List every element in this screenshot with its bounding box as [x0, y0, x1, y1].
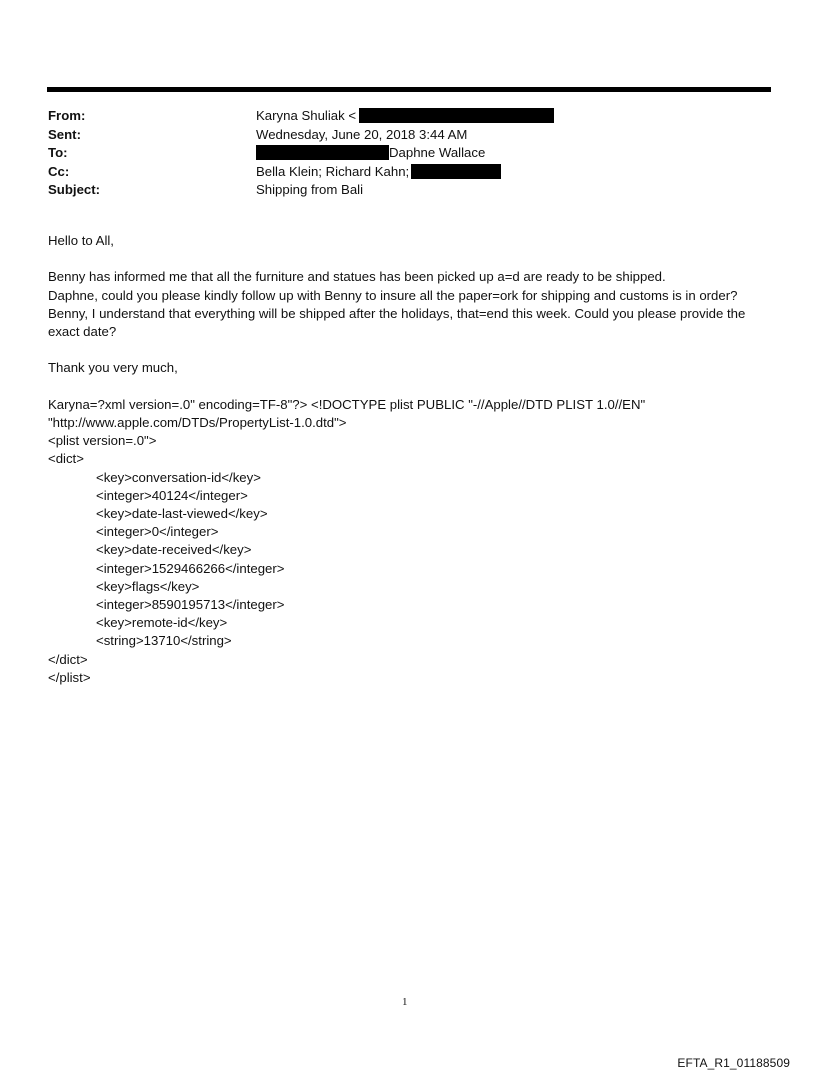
from-name: Karyna Shuliak <	[256, 108, 357, 123]
plist-open: <plist version=.0">	[48, 433, 157, 449]
closing: Thank you very much,	[48, 360, 178, 376]
cc-value	[256, 163, 501, 182]
signature-line: "http://www.apple.com/DTDs/PropertyList-1.0.dtd">	[48, 414, 347, 430]
sent-label: Sent:	[48, 126, 81, 142]
email-header	[48, 107, 768, 200]
message-line: Benny, I understand that everything will be shipped after the holidays, that=end this week. Could you please provide the	[48, 305, 746, 321]
dict-line: <integer>0</integer>	[96, 524, 219, 540]
to-row	[48, 144, 768, 163]
subject-label: Subject:	[48, 182, 101, 197]
dict-close: </dict>	[48, 651, 88, 667]
sent-row	[48, 126, 768, 145]
subject-row	[48, 181, 768, 200]
email-body	[48, 232, 772, 687]
page-number: 1	[402, 996, 408, 1008]
from-value	[256, 107, 554, 126]
subject-value: Shipping from Bali	[256, 182, 364, 197]
cc-names: Bella Klein; Richard Kahn;	[256, 163, 410, 179]
dict-line: <key>date-last-viewed</key>	[96, 506, 268, 521]
message-line: exact date?	[48, 324, 117, 339]
dict-line: <integer>1529466266</integer>	[96, 560, 285, 576]
sent-value: Wednesday, June 20, 2018 3:44 AM	[256, 126, 468, 142]
redaction-box	[359, 108, 554, 123]
header-rule	[47, 87, 771, 92]
dict-line: <string>13710</string>	[96, 633, 232, 649]
dict-open: <dict>	[48, 451, 84, 467]
signature-line: Karyna=?xml version=.0" encoding=TF-8"?> <!DOCTYPE plist PUBLIC "-//Apple//DTD PLIST 1.0//EN"	[48, 396, 646, 412]
from-row	[48, 107, 768, 126]
message-paragraph	[48, 268, 772, 341]
bates-number: EFTA_R1_01188509	[677, 1056, 790, 1070]
dict-line: <key>conversation-id</key>	[96, 469, 261, 485]
greeting: Hello to All,	[48, 233, 114, 248]
redaction-box	[256, 145, 389, 160]
cc-label: Cc:	[48, 163, 70, 179]
to-name: Daphne Wallace	[389, 145, 486, 160]
cc-row	[48, 163, 768, 182]
from-label: From:	[48, 108, 86, 123]
signature-plist	[48, 396, 772, 687]
dict-line: <integer>8590195713</integer>	[96, 597, 285, 613]
dict-line: <key>date-received</key>	[96, 542, 252, 558]
message-line: Benny has informed me that all the furniture and statues has been picked up a=d are ready to be shipped.	[48, 269, 666, 285]
dict-line: <key>remote-id</key>	[96, 615, 228, 631]
dict-line: <key>flags</key>	[96, 578, 200, 594]
dict-line: <integer>40124</integer>	[96, 487, 248, 503]
redaction-box	[411, 164, 501, 179]
message-line: Daphne, could you please kindly follow up with Benny to insure all the paper=ork for shipping and customs is in order?	[48, 287, 738, 303]
to-label: To:	[48, 145, 68, 160]
plist-close: </plist>	[48, 669, 91, 685]
to-value	[256, 144, 485, 163]
